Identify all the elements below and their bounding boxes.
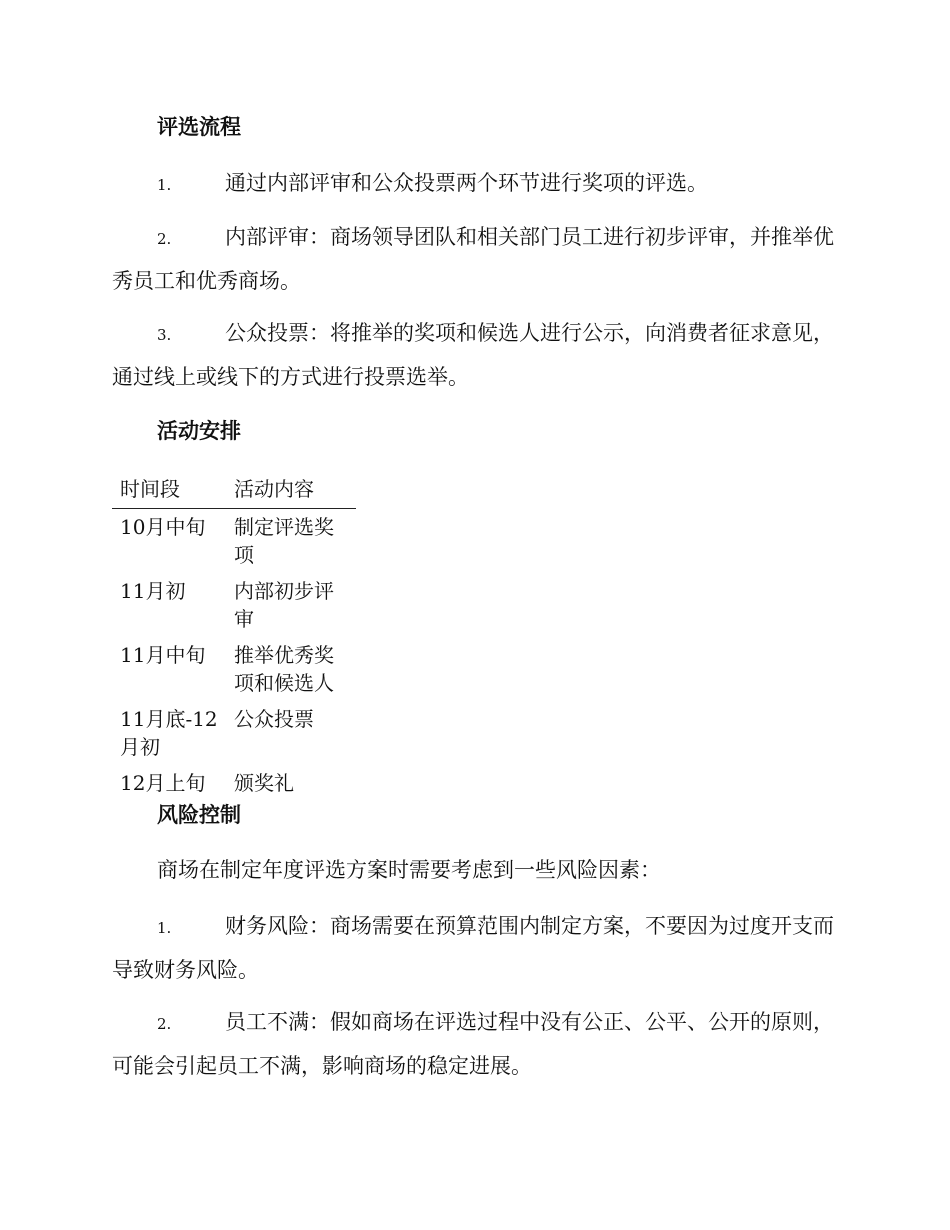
schedule-column-activity: 活动内容	[226, 472, 356, 509]
risk-intro: 商场在制定年度评选方案时需要考虑到一些风险因素：	[157, 858, 661, 882]
schedule-table-header-row	[112, 472, 356, 509]
process-item-2-text: 内部评审：商场领导团队和相关部门员工进行初步评审，并推举优秀员工和优秀商场。	[112, 225, 834, 293]
process-item-1-number: 1.	[157, 176, 172, 194]
process-item-3-text: 公众投票：将推举的奖项和候选人进行公示，向消费者征求意见，通过线上或线下的方式进行投票选举。	[112, 321, 834, 389]
risk-item-2-number: 2.	[157, 1015, 172, 1033]
schedule-cell-time: 12月上旬	[120, 771, 206, 795]
process-item-1-text: 通过内部评审和公众投票两个环节进行奖项的评选。	[225, 171, 708, 195]
schedule-cell-activity: 内部初步评审	[234, 579, 334, 631]
risk-item-2-text: 员工不满：假如商场在评选过程中没有公正、公平、公开的原则，可能会引起员工不满，影响商场的稳定进展。	[112, 1010, 834, 1078]
table-row	[112, 573, 356, 637]
table-row	[112, 701, 356, 765]
schedule-column-time: 时间段	[112, 472, 226, 509]
risk-item-1	[112, 905, 837, 991]
schedule-cell-activity: 制定评选奖项	[234, 515, 334, 567]
process-item-2-number: 2.	[157, 230, 172, 248]
risk-item-1-number: 1.	[157, 919, 172, 937]
schedule-cell-activity: 推举优秀奖项和候选人	[234, 643, 334, 695]
schedule-cell-time: 11月底-12月初	[120, 707, 218, 759]
schedule-table	[112, 472, 356, 801]
risk-item-2	[112, 1001, 837, 1087]
table-row	[112, 637, 356, 701]
schedule-cell-time: 11月初	[120, 579, 186, 603]
schedule-heading: 活动安排	[157, 418, 241, 443]
schedule-cell-time: 11月中旬	[120, 643, 206, 667]
process-item-1	[112, 162, 837, 206]
process-item-3-number: 3.	[157, 326, 172, 344]
schedule-cell-activity: 颁奖礼	[234, 771, 294, 795]
process-item-3	[112, 312, 837, 398]
process-heading: 评选流程	[157, 114, 241, 139]
table-row	[112, 509, 356, 574]
process-item-2	[112, 216, 837, 302]
schedule-cell-activity: 公众投票	[234, 707, 314, 731]
schedule-cell-time: 10月中旬	[120, 515, 206, 539]
risk-heading: 风险控制	[157, 802, 241, 827]
risk-item-1-text: 财务风险：商场需要在预算范围内制定方案，不要因为过度开支而导致财务风险。	[112, 914, 834, 982]
table-row	[112, 765, 356, 801]
